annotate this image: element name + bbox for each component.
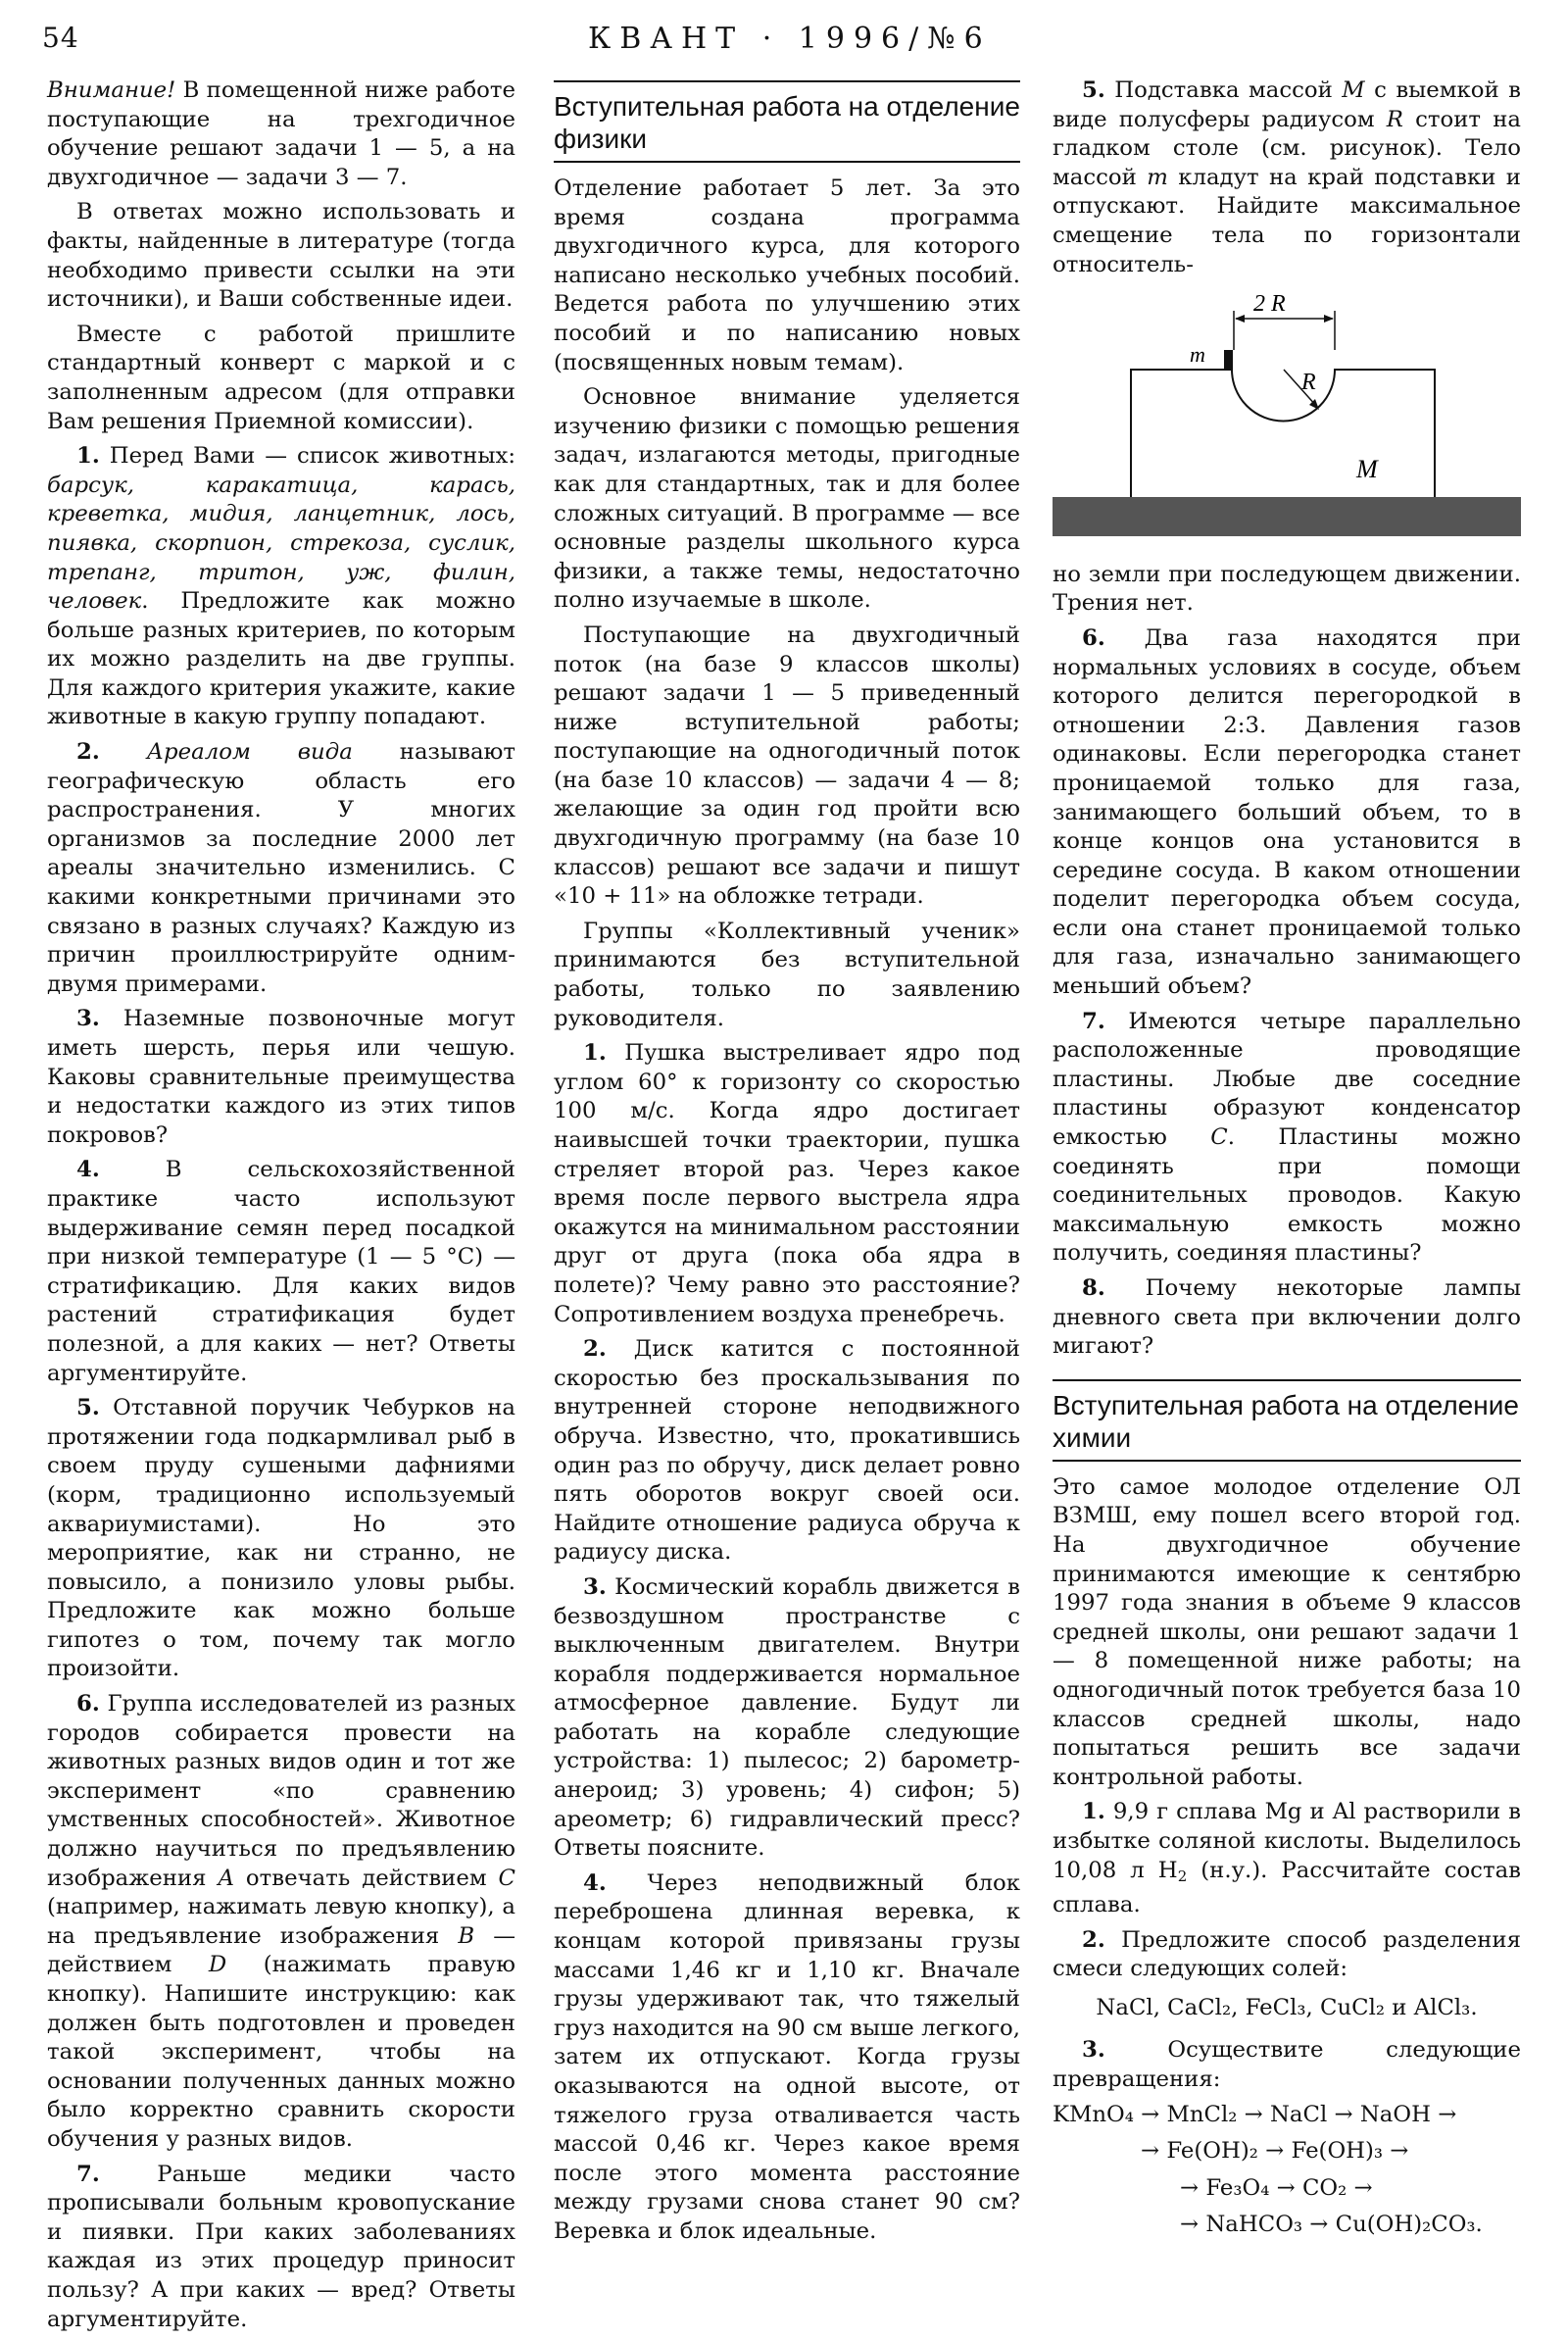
problem-bio-3: 3. Наземные позвоночные могут иметь шерсть, перья или чешую. Каковы сравнительные преимущества и недостатки каждого из этих типов покровов? bbox=[47, 1006, 515, 1148]
problem-phys-8: 8. Почему некоторые лампы дневного света при включении долго мигают? bbox=[1053, 1275, 1521, 1360]
reaction-line: → Fe₃O₄ → CO₂ → bbox=[1180, 2174, 1373, 2201]
salts-formula: NaCl, CaCl₂, FeCl₃, CuCl₂ и AlCl₃. bbox=[1096, 1994, 1478, 2020]
small-mass bbox=[1224, 350, 1233, 370]
problem-bio-1: 1. Перед Вами — список животных: барсук, каракатица, карась, креветка, мидия, ланцетник, лось, пиявка, скорпион, стрекоза, суслик, трепанг, тритон, уж, филин, человек. Предложите как можно больше разных критериев, по которым их можно разделить на две группы. Для каждого критерия укажите, какие животные в какую группу попадают. bbox=[47, 443, 515, 730]
column-2 bbox=[554, 80, 1020, 2253]
reaction-line: → Fe(OH)₂ → Fe(OH)₃ → bbox=[1141, 2138, 1409, 2165]
arrowhead-left bbox=[1235, 315, 1245, 323]
paragraph: Основное внимание уделяется изучению физики с помощью решения задач, излагаются методы, пригодные как для стандартных, так и для более сложных ситуаций. В программе — все основные разделы школьного курса физики, а также темы, недостаточно полно изучаемые в школе. bbox=[554, 384, 1020, 614]
paragraph: Поступающие на двухгодичный поток (на базе 9 классов школы) решают задачи 1 — 5 приведенный ниже вступительной работы; поступающие на одногодичный поток (на базе 10 классов) — задачи 4 — 8; желающие за один год пройти всю двухгодичную программу (на базе 10 классов) решают все задачи и пишут «10 + 11» на обложке тетради. bbox=[554, 622, 1020, 910]
problem-bio-2: 2. Ареалом вида называют географическую область его распространения. У многих организмов за последние 2000 лет ареалы значительно изменились. С какими конкретными причинами это связано в разных случаях? Каждую из причин проиллюстрируйте одним-двумя примерами. bbox=[47, 739, 515, 997]
problem-chem-3: 3. Осуществите следующие превращения: bbox=[1053, 2037, 1521, 2093]
paragraph: Вместе с работой пришлите стандартный конверт с маркой и с заполненным адресом (для отправки Вам решения Приемной комиссии). bbox=[47, 321, 515, 434]
problem-bio-7: 7. Раньше медики часто прописывали больным кровопускание и пиявки. При каких заболеваниях каждая из этих процедур приносит пользу? А при каких — вред? Ответы аргументируйте. bbox=[47, 2161, 515, 2332]
paragraph: В ответах можно использовать и факты, найденные в литературе (тогда необходимо привести ссылки на эти источники), и Ваши собственные идеи. bbox=[47, 199, 515, 313]
column-1 bbox=[47, 76, 515, 2340]
chemistry-section-title: Вступительная работа на отделение химии bbox=[1053, 1383, 1521, 1462]
problem-phys-6: 6. Два газа находятся при нормальных условиях в сосуде, объем которого делится перегородкой в отношении 2:3. Давления газов одинаковы. Если перегородка станет проницаемой только для газа, занимающего больший объем, то в конце концов она установится в середине сосуда. В каком отношении поделит перегородка объем сосуда, если она станет проницаемой только для газа, изначально занимающего меньший объем? bbox=[1053, 624, 1521, 1000]
column-3 bbox=[1053, 76, 1521, 2248]
problem-phys-5: 5. Подставка массой M с выемкой в виде полусферы радиусом R стоит на гладком столе (см. рисунок). Тело массой m кладут на край подставки и отпускают. Найдите максимальное смещение тела по горизонтали относитель- bbox=[1053, 77, 1521, 277]
stand-body bbox=[1131, 370, 1435, 497]
problem-bio-6: 6. Группа исследователей из разных городов собирается провести на животных разных видов один и тот же эксперимент «по сравнению умственных способностей». Животное должно научиться по предъявлению изображения A отвечать действием C (например, нажимать левую кнопку), а на предъявление изображения B — действием D (нажимать правую кнопку). Напишите инструкцию: как должен быть подготовлен и проведен такой эксперимент, чтобы на основании полученных данных можно было корректно сравнить скорости обучения у разных видов. bbox=[47, 1691, 515, 2152]
label-m: m bbox=[1190, 342, 1205, 368]
page-number: 54 bbox=[42, 22, 79, 54]
label-M: M bbox=[1356, 455, 1378, 484]
physics-section-title: Вступительная работа на отделение физики bbox=[554, 84, 1020, 163]
section-rule bbox=[1053, 1379, 1521, 1381]
running-title: КВАНТ · 1996/№6 bbox=[588, 22, 992, 56]
label-2R: 2 R bbox=[1253, 291, 1286, 318]
section-rule bbox=[554, 80, 1020, 82]
reaction-line: KMnO₄ → MnCl₂ → NaCl → NaOH → bbox=[1053, 2101, 1457, 2127]
paragraph: но земли при последующем движении. Трения нет. bbox=[1053, 561, 1521, 617]
table-surface bbox=[1053, 497, 1521, 536]
paragraph: Это самое молодое отделение ОЛ ВЗМШ, ему пошел всего второй год. На двухгодичное обучение принимаются имеющие к сентябрю 1997 года знания в объеме 9 классов средней школы, они решают задачи 1 — 8 помещенной ниже работы; на одногодичный поток требуется база 10 классов средней школы, надо попытаться решить все задачи контрольной работы. bbox=[1053, 1473, 1521, 1790]
stand-figure bbox=[1053, 291, 1521, 536]
problem-bio-5: 5. Отставной поручик Чебурков на протяжении года подкармливал рыб в своем пруду сушеными дафниями (корм, традиционно используемый аквариумистами). Но это мероприятие, как ни странно, не повысило, а понизило уловы рыбы. Предложите как можно больше гипотез о том, почему так могло произойти. bbox=[47, 1395, 515, 1682]
problem-phys-7: 7. Имеются четыре параллельно расположенные проводящие пластины. Любые две соседние пластины образуют конденсатор емкостью C. Пластины можно соединять при помощи соединительных проводов. Какую максимальную емкость можно получить, соединяя пластины? bbox=[1053, 1008, 1521, 1267]
problem-bio-4: 4. В сельскохозяйственной практике часто используют выдерживание семян перед посадкой при низкой температуре (1 — 5 °С) — стратификацию. Для каких видов растений стратификация будет полезной, а для каких — нет? Ответы аргументируйте. bbox=[47, 1157, 515, 1386]
problem-chem-2: 2. Предложите способ разделения смеси следующих солей: bbox=[1053, 1926, 1521, 1982]
problem-phys-1: 1. Пушка выстреливает ядро под углом 60° к горизонту со скоростью 100 м/с. Когда ядро достигает наивысшей точки траектории, пушка стреляет второй раз. Через какое время после первого выстрела ядра окажутся на минимальном расстоянии друг от друга (пока оба ядра в полете)? Чему равно это расстояние? Сопротивлением воздуха пренебречь. bbox=[554, 1040, 1020, 1327]
paragraph: Отделение работает 5 лет. За это время создана программа двухгодичного курса, для которого написано несколько учебных пособий. Ведется работа по улучшению этих пособий и по написанию новых (посвященных новым темам). bbox=[554, 175, 1020, 375]
reaction-line: → NaHCO₃ → Cu(OH)₂CO₃. bbox=[1180, 2212, 1483, 2238]
problem-phys-4: 4. Через неподвижный блок переброшена длинная веревка, к концам которой привязаны грузы массами 1,46 кг и 1,10 кг. Вначале грузы удерживают так, что тяжелый груз находится на 90 см выше легкого, затем их отпускают. Когда грузы оказываются на одной высоте, от тяжелого груза отваливается часть массой 0,46 кг. Через какое время после этого момента расстояние между грузами снова станет 90 см? Веревка и блок идеальные. bbox=[554, 1869, 1020, 2244]
label-R: R bbox=[1301, 370, 1316, 396]
problem-phys-3: 3. Космический корабль движется в безвоздушном пространстве с выключенным двигателем. Внутри корабля поддерживается нормальное атмосферное давление. Будут ли работать на корабле следующие устройства: 1) пылесос; 2) барометр-анероид; 3) уровень; 4) сифон; 5) ареометр; 6) гидравлический пресс? Ответы поясните. bbox=[554, 1573, 1020, 1862]
paragraph-attention: Внимание! В помещенной ниже работе поступающие на трехгодичное обучение решают задачи 1 — 5, а на двухгодичное — задачи 3 — 7. bbox=[47, 77, 515, 190]
problem-phys-2: 2. Диск катится с постоянной скоростью без проскальзывания по внутренней стороне неподвижного обруча. Известно, что, прокатившись один раз по обручу, диск делает ровно пять оборотов вокруг своей оси. Найдите отношение радиуса обруча к радиусу диска. bbox=[554, 1336, 1020, 1566]
reaction-chain bbox=[1053, 2101, 1521, 2240]
arrowhead-right bbox=[1324, 315, 1334, 323]
paragraph: Группы «Коллективный ученик» принимаются без вступительной работы, только по заявлению руководителя. bbox=[554, 918, 1020, 1031]
problem-chem-1: 1. 9,9 г сплава Mg и Al растворили в избытке соляной кислоты. Выделилось 10,08 л $H_2$ (н.у.). Рассчитайте состав сплава. bbox=[1053, 1799, 1521, 1918]
